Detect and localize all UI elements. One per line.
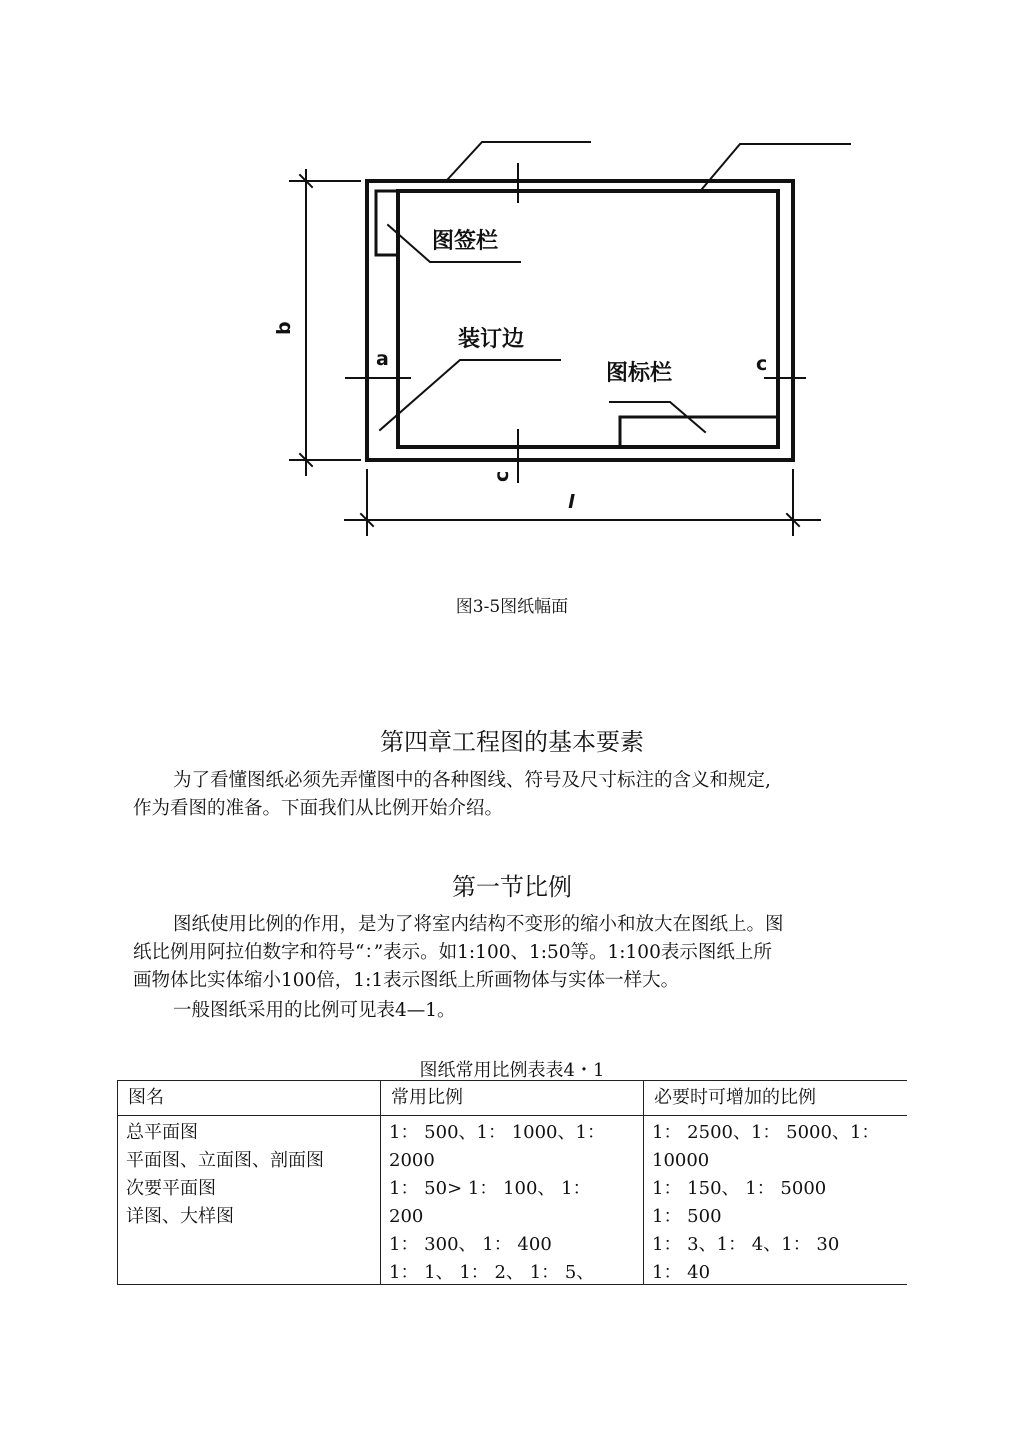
drawing-name: 平面图、立面图、剖面图 [126, 1150, 324, 1171]
scale-paragraph [133, 911, 868, 995]
scale-text: 1： 150、 1： 5000 [652, 1178, 827, 1199]
scale-text: 1： 50> 1： 100、 1： [389, 1178, 591, 1199]
intro-line-1: 为了看懂图纸必须先弄懂图中的各种图线、符号及尺寸标注的含义和规定, [173, 770, 771, 791]
label-title-block: 图标栏 [606, 361, 673, 386]
header-common-scale: 常用比例 [381, 1081, 644, 1116]
label-dim-c-bottom: c [491, 470, 513, 482]
label-dim-a: a [376, 348, 389, 370]
scale-text: 2000 [389, 1150, 435, 1171]
scale-line-1: 图纸使用比例的作用，是为了将室内结构不变形的缩小和放大在图纸上。图 [173, 914, 784, 935]
label-dim-b: b [273, 321, 295, 335]
signature-block-shape [376, 191, 398, 255]
label-signature-block: 图签栏 [432, 229, 499, 254]
chapter-title: 第四章工程图的基本要素 [380, 728, 644, 756]
scale-text: 1： 500、1： 1000、1： [389, 1122, 605, 1143]
cell-optional-scales [644, 1116, 908, 1286]
intro-paragraph [133, 767, 868, 823]
drawing-name: 次要平面图 [126, 1178, 216, 1199]
scale-text: 1： 40 [652, 1262, 711, 1283]
scale-table [117, 1080, 907, 1285]
scale-text: 200 [389, 1206, 424, 1227]
label-dim-l: l [568, 491, 575, 513]
leader-line [380, 360, 560, 430]
drawing-name: 详图、大样图 [126, 1206, 234, 1227]
header-drawing-name: 图名 [118, 1081, 381, 1116]
table-reference-paragraph [133, 997, 868, 1025]
scale-text: 1： 2500、1： 5000、1： [652, 1122, 880, 1143]
table-header-row [118, 1081, 908, 1116]
label-dim-c-right: c [756, 353, 768, 375]
table-row [118, 1116, 908, 1286]
label-binding-edge: 装订边 [458, 327, 525, 352]
section-title: 第一节比例 [452, 873, 572, 901]
scale-text: 1： 3、1： 4、1： 30 [652, 1234, 840, 1255]
intro-line-2: 作为看图的准备。下面我们从比例开始介绍。 [133, 798, 504, 819]
table-reference: 一般图纸采用的比例可见表4—1。 [173, 1000, 456, 1021]
drawing-name: 总平面图 [126, 1122, 198, 1143]
scale-text: 1： 500 [652, 1206, 722, 1227]
scale-text: 10000 [652, 1150, 710, 1171]
scale-line-2: 纸比例用阿拉伯数字和符号“：”表示。如1:100、1:50等。1:100表示图纸上所 [133, 942, 772, 963]
table-caption: 图纸常用比例表表4・1 [419, 1060, 605, 1081]
cell-common-scales [381, 1116, 644, 1286]
scale-table-container [117, 1080, 907, 1285]
scale-text: 1： 300、 1： 400 [389, 1234, 552, 1255]
scale-line-3: 画物体比实体缩小100倍，1:1表示图纸上所画物体与实体一样大。 [133, 970, 680, 991]
cell-drawing-names [118, 1116, 381, 1286]
figure-caption: 图3-5图纸幅面 [455, 597, 569, 617]
drawing-sheet-figure [270, 130, 860, 550]
sheet-format-diagram [270, 130, 860, 550]
header-optional-scale: 必要时可增加的比例 [644, 1081, 908, 1116]
title-block-shape [620, 417, 778, 447]
scale-text: 1： 1、 1： 2、 1： 5、 [389, 1262, 595, 1283]
